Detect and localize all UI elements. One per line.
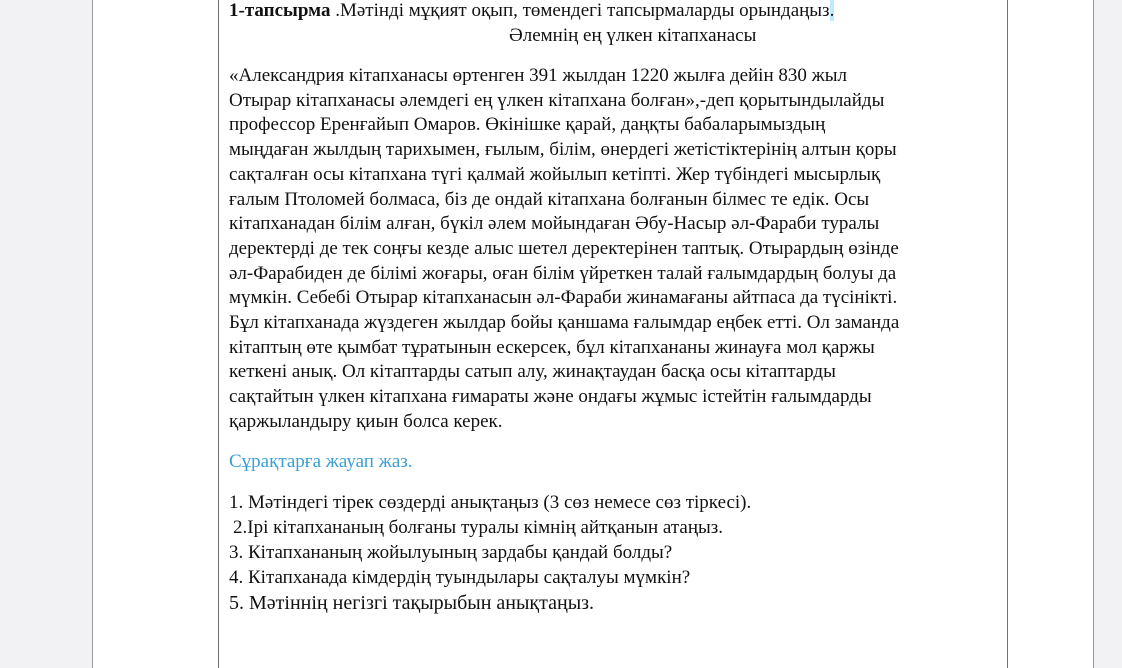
body-line: Бұл кітапханада жүздеген жылдар бойы қаншама ғалымдар еңбек етті. Ол заманда xyxy=(229,312,900,334)
body-line: мүмкін. Себебі Отырар кітапханасын әл-Фараби жинамағаны айтпаса да түсінікті. xyxy=(229,287,898,309)
body-line: кеткені анық. Ол кітаптарды сатып алу, жинақтаудан басқа осы кітаптарды xyxy=(229,361,836,383)
body-line: «Александрия кітапханасы өртенген 391 жылдан 1220 жылға дейін 830 жыл xyxy=(229,65,847,86)
body-line: сақталған осы кітапхана түгі қалмай жойылып кетіпті. Жер түбіндегі мысырлық xyxy=(229,163,881,185)
body-line: сақтайтын үлкен кітапхана ғимараты және ондағы жұмыс істейтін ғалымдарды xyxy=(229,386,872,408)
body-line: әл-Фарабиден де білімі жоғары, оған білім үйреткен талай ғалымдардың болуы да xyxy=(229,262,897,284)
body-line: деректерді де тек соңғы кезде алыс шетел деректерінен таптық. Отырардың өзінде xyxy=(229,237,899,259)
questions-list xyxy=(229,490,999,617)
body-line: ғалым Птоломей болмаса, біз де ондай кітапхана болғанын білмес те едік. Осы xyxy=(229,188,870,210)
question-item: 1. Мәтіндегі тірек сөздерді анықтаңыз (3 сөз немесе сөз тіркесі). xyxy=(229,491,752,513)
task-instruction: .Мәтінді мұқият оқып, төмендегі тапсырмаларды орындаңыз xyxy=(330,0,830,21)
document-title: Әлемнің ең үлкен кітапханасы xyxy=(509,25,757,46)
body-line: мыңдаған жылдың тарихымен, ғылым, білім, өнердегі жетістіктерінің алтын қоры xyxy=(229,139,897,161)
body-line: профессор Еренғайып Омаров. Өкінішке қарай, даңқты бабаларымыздың xyxy=(229,114,826,136)
body-line: кітапханадан білім алған, бүкіл әлем мойындаған Әбу-Насыр әл-Фараби туралы xyxy=(229,213,880,235)
question-item: 3. Кітапхананың жойылуының зардабы қандай болды? xyxy=(229,541,673,563)
body-paragraph xyxy=(229,64,999,435)
task-heading xyxy=(229,0,999,22)
highlighted-period: . xyxy=(829,0,835,21)
document-content xyxy=(229,0,999,617)
question-item: 4. Кітапханада кімдердің туындылары сақталуы мүмкін? xyxy=(229,566,691,588)
body-line: Отырар кітапханасы әлемдегі ең үлкен кітапхана болған»,-деп қорытындылайды xyxy=(229,89,885,111)
body-line: қаржыландыру қиын болса керек. xyxy=(229,410,503,432)
task-label: 1-тапсырма xyxy=(229,0,331,21)
questions-heading: Сұрақтарға жауап жаз. xyxy=(229,450,413,472)
body-line: кітаптың өте қымбат тұратынын ескерсек, бұл кітапхананы жинауға мол қаржы xyxy=(229,336,875,358)
question-item: 2.Ірі кітапхананың болғаны туралы кімнің айтқанын атаңыз. xyxy=(233,516,724,538)
question-item: 5. Мәтіннің негізгі тақырыбын анықтаңыз. xyxy=(229,591,595,614)
